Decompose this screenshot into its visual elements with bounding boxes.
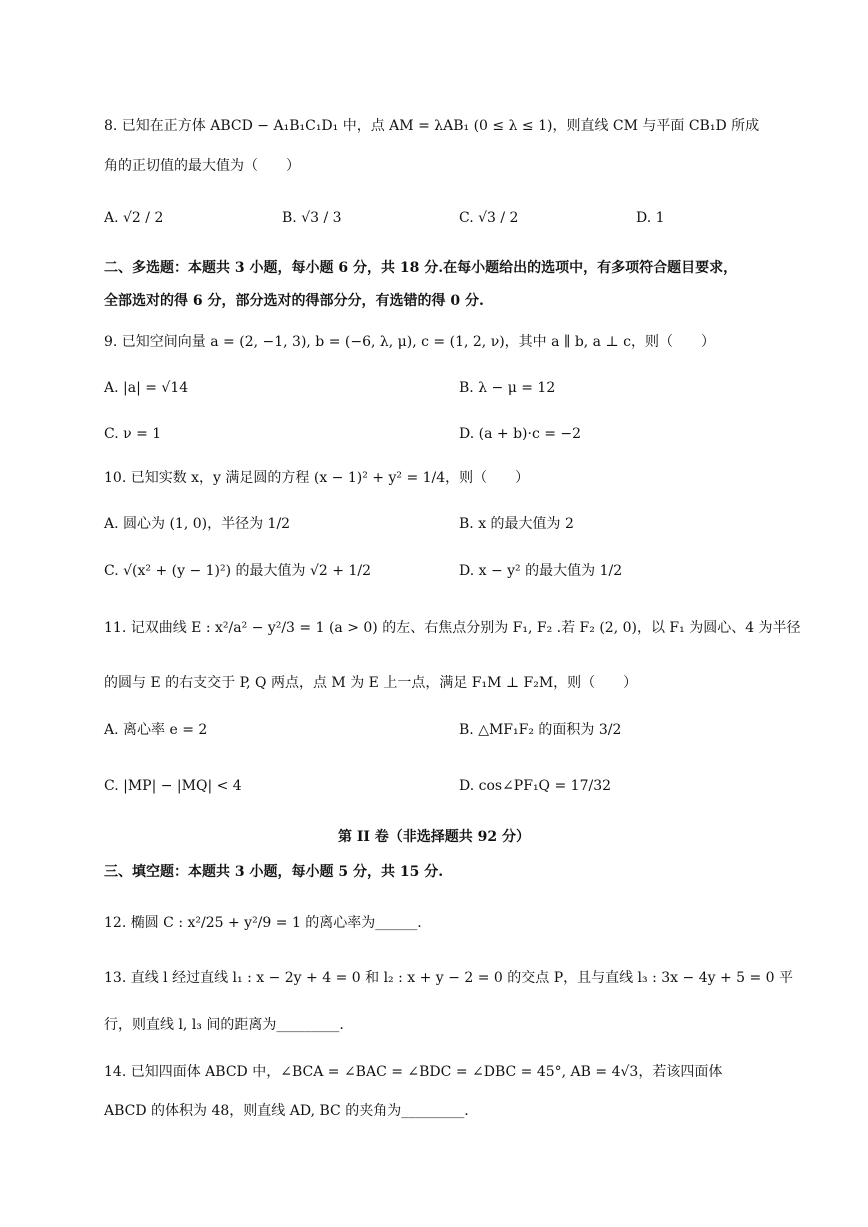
q8-option-a: A. √2 / 2 xyxy=(104,210,164,226)
q11-stem-line1: 11. 记双曲线 E : x²/a² − y²/3 = 1 (a > 0) 的左、右焦点分别为 F₁, F₂ .若 F₂ (2, 0)，以 F₁ 为圆心、4 为半径 xyxy=(104,620,801,636)
q10-option-c: C. √(x² + (y − 1)²) 的最大值为 √2 + 1/2 xyxy=(104,563,371,579)
q11-option-d: D. cos∠PF₁Q = 17/32 xyxy=(459,778,612,794)
q10-stem: 10. 已知实数 x，y 满足圆的方程 (x − 1)² + y² = 1/4，则（ ） xyxy=(104,470,530,486)
section2-header-line1: 二、多选题：本题共 3 小题，每小题 6 分，共 18 分.在每小题给出的选项中，有多项符合题目要求， xyxy=(104,260,738,276)
q10-option-d: D. x − y² 的最大值为 1/2 xyxy=(459,563,623,579)
q9-option-a: A. |a| = √14 xyxy=(104,380,189,396)
q13-stem-line1: 13. 直线 l 经过直线 l₁ : x − 2y + 4 = 0 和 l₂ : x + y − 2 = 0 的交点 P，且与直线 l₃ : 3x − 4y + 5 = 0 平 xyxy=(104,970,794,986)
q9-stem: 9. 已知空间向量 a = (2, −1, 3), b = (−6, λ, μ), c = (1, 2, ν)，其中 a ∥ b, a ⊥ c，则（ ） xyxy=(104,334,715,350)
q14-stem-line2: ABCD 的体积为 48，则直线 AD, BC 的夹角为_________. xyxy=(104,1103,469,1119)
q14-stem-line1: 14. 已知四面体 ABCD 中，∠BCA = ∠BAC = ∠BDC = ∠DBC = 45°, AB = 4√3，若该四面体 xyxy=(104,1064,723,1080)
q9-option-b: B. λ − μ = 12 xyxy=(459,380,556,396)
q10-option-b: B. x 的最大值为 2 xyxy=(459,516,574,532)
q8-stem-line1: 8. 已知在正方体 ABCD − A₁B₁C₁D₁ 中，点 AM = λAB₁ (0 ≤ λ ≤ 1)，则直线 CM 与平面 CB₁D 所成 xyxy=(104,118,760,134)
q8-option-c: C. √3 / 2 xyxy=(459,210,519,226)
part2-title: 第 II 卷（非选择题共 92 分） xyxy=(337,829,531,845)
q8-option-d: D. 1 xyxy=(636,210,665,226)
q9-option-c: C. ν = 1 xyxy=(104,426,162,442)
q11-option-b: B. △MF₁F₂ 的面积为 3/2 xyxy=(459,722,622,738)
q10-option-a: A. 圆心为 (1, 0)，半径为 1/2 xyxy=(104,516,291,532)
q13-stem-line2: 行，则直线 l, l₃ 间的距离为_________. xyxy=(104,1017,344,1033)
q11-option-a: A. 离心率 e = 2 xyxy=(104,722,208,738)
section2-header-line2: 全部选对的得 6 分，部分选对的得部分分，有选错的得 0 分. xyxy=(104,293,484,309)
q11-stem-line2: 的圆与 E 的右支交于 P, Q 两点，点 M 为 E 上一点，满足 F₁M ⊥ F₂M，则（ ） xyxy=(104,675,638,691)
q12-stem: 12. 椭圆 C : x²/25 + y²/9 = 1 的离心率为______. xyxy=(104,915,422,931)
q11-option-c: C. |MP| − |MQ| < 4 xyxy=(104,778,242,794)
section3-header: 三、填空题：本题共 3 小题，每小题 5 分，共 15 分. xyxy=(104,864,444,880)
q8-stem-line2: 角的正切值的最大值为（ ） xyxy=(104,158,300,174)
q8-option-b: B. √3 / 3 xyxy=(282,210,342,226)
q9-option-d: D. (a + b)·c = −2 xyxy=(459,426,582,442)
